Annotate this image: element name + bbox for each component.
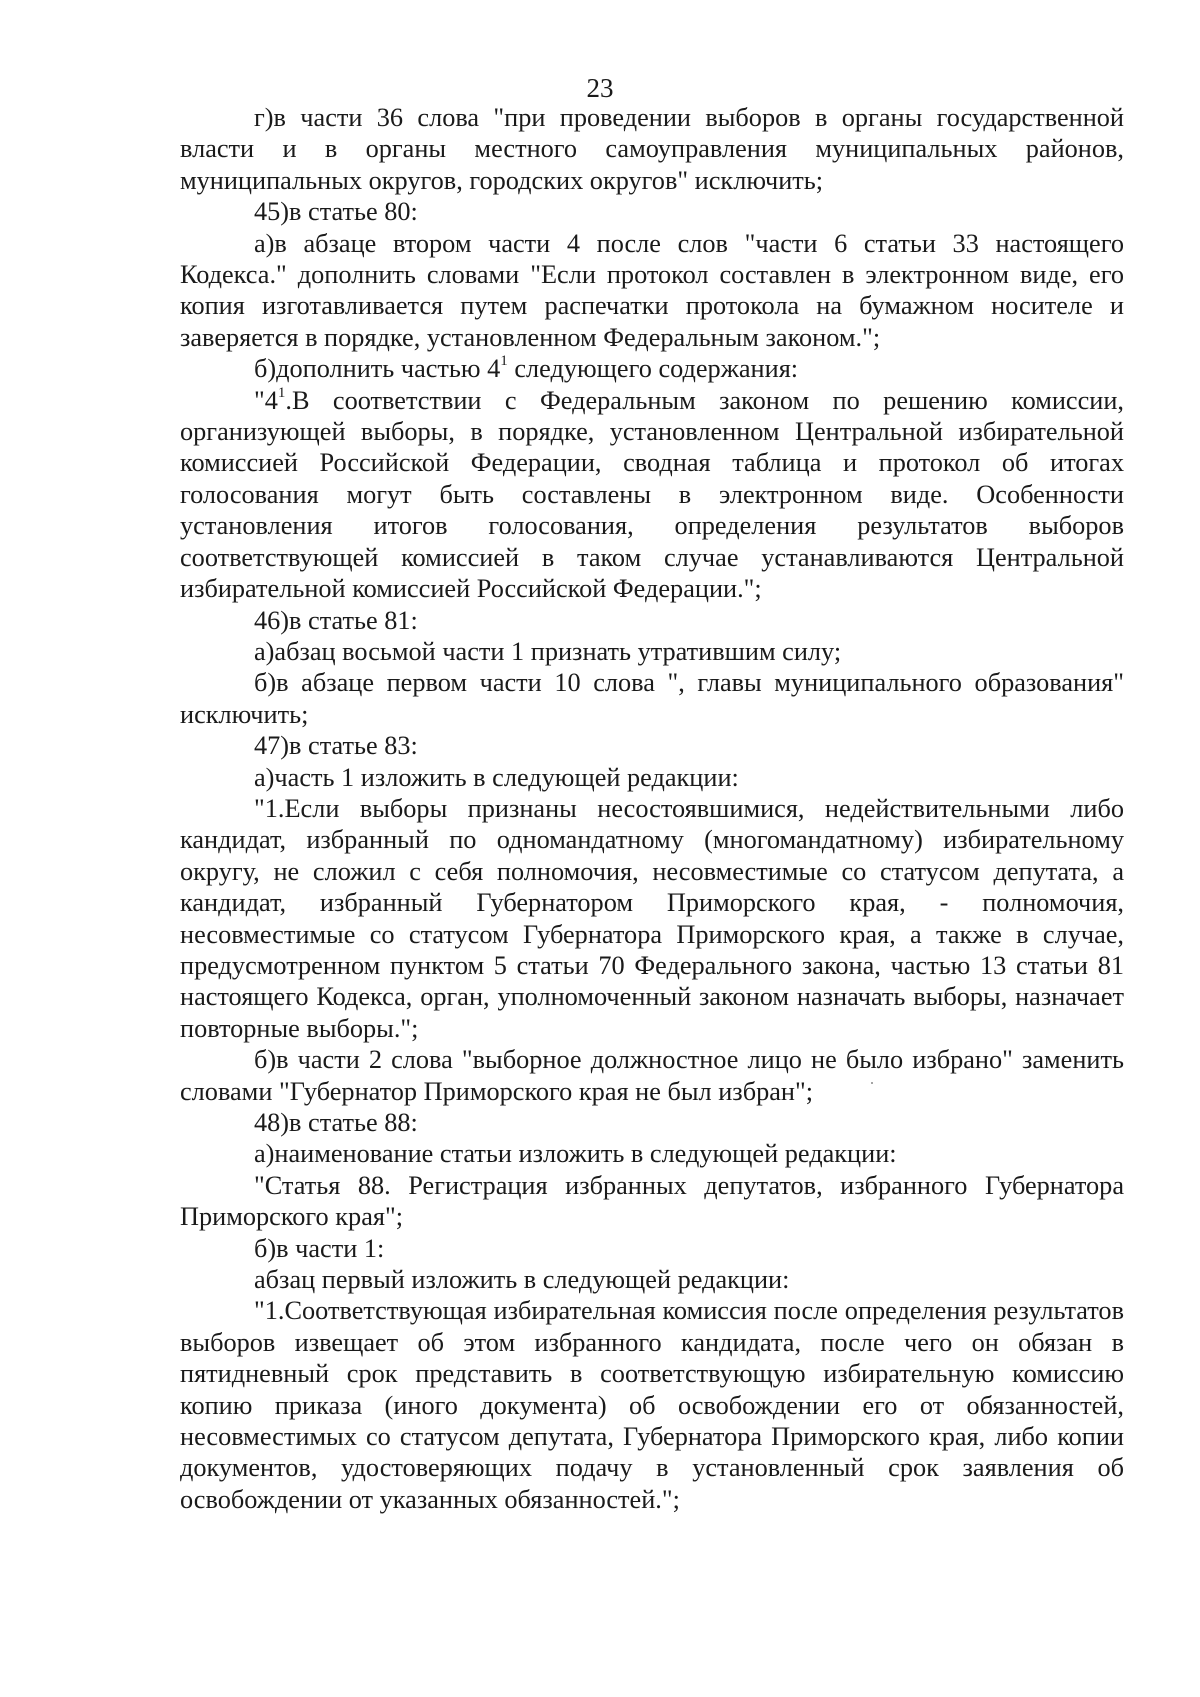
text-segment: б)дополнить частью 4 [254,354,501,384]
paragraph-item-47: 47)в статье 83: [254,731,418,761]
paragraph-part-1-text: "1.Если выборы признаны несостоявшимися, недействительными либо кандидат, избранный по одномандатному (многомандатному) избирательному округу, не сложил с себя полномочия, несовместимые со статусом депутата, а кандидат, избранный Губернатором Приморского края, - полномочия, несовместимые со статусом Губернатора Приморского края, а также в случае, предусмотренном пунктом 5 статьи 70 Федерального закона, частью 13 статьи 81 настоящего Кодекса, орган, уполномоченный законом назначать выборы, назначает повторные выборы."; [180,793,1124,1043]
paragraph-item-48: 48)в статье 88: [254,1108,418,1137]
paragraph-first-abzac: абзац первый изложить в следующей редакции: [254,1265,790,1295]
paragraph-item-45: 45)в статье 80: [254,197,418,227]
text-segment: "4 [254,385,278,415]
paragraph-b-part-2: б)в части 2 слова "выборное должностное лицо не было избрано" заменить словами "Губернатор Приморского края не был избран"; [180,1045,1124,1106]
paragraph-b-part-10: б)в абзаце первом части 10 слова ", главы муниципального образования" исключить; [180,668,1124,729]
text-segment: .В соответствии с Федеральным законом по решению комиссии, организующей выборы, в порядке, установленном Центральной избирательной комиссией Российской Федерации, сводная таблица и протокол об итогах голосования могут быть составлены в электронном виде. Особенности установления итогов голосования, определения результатов выборов соответствующей комиссией в таком случае устанавливаются Центральной избирательной комиссией Российской Федерации."; [180,385,1124,604]
paragraph-a-title: а)наименование статьи изложить в следующей редакции: [254,1139,897,1169]
paragraph-b-add-part-4-1 [180,353,1124,384]
paragraph-a-part-1: а)часть 1 изложить в следующей редакции: [254,762,739,792]
document-body [180,102,1124,1515]
superscript: 1 [500,353,508,370]
paragraph-part-1-new-text: "1.Соответствующая избирательная комиссия после определения результатов выборов извещает об этом избранного кандидата, после чего он обязан в пятидневный срок представить в соответствующую избирательную комиссию копию приказа (иного документа) об освобождении его от обязанностей, несовместимых со статусом депутата, Губернатора Приморского края, либо копии документов, удостоверяющих подачу в установленный срок заявления об освобождении от указанных обязанностей."; [180,1296,1124,1514]
paragraph-g-part-36: г)в части 36 слова "при проведении выборов в органы государственной власти и в органы местного самоуправления муниципальных районов, муниципальных округов, городских округов" исключить; [180,103,1124,195]
text-segment: следующего содержания: [507,354,799,384]
paragraph-item-46: 46)в статье 81: [254,605,418,635]
paragraph-a-abzac-8: а)абзац восьмой части 1 признать утратившим силу; [254,636,842,666]
paragraph-part-4-1-text [180,385,1124,605]
paragraph-article-88-title: "Статья 88. Регистрация избранных депутатов, избранного Губернатора Приморского края"; [180,1170,1124,1232]
paragraph-a-part-4: а)в абзаце втором части 4 после слов "части 6 статьи 33 настоящего Кодекса." дополнить словами "Если протокол составлен в электронном виде, его копия изготавливается путем распечатки протокола на бумажном носителе и заверяется в порядке, установленном Федеральным законом."; [180,228,1124,352]
page-number: 23 [586,73,614,103]
scan-speck [871,1082,873,1084]
paragraph-b-part-1: б)в части 1: [254,1233,385,1263]
superscript: 1 [277,384,286,401]
